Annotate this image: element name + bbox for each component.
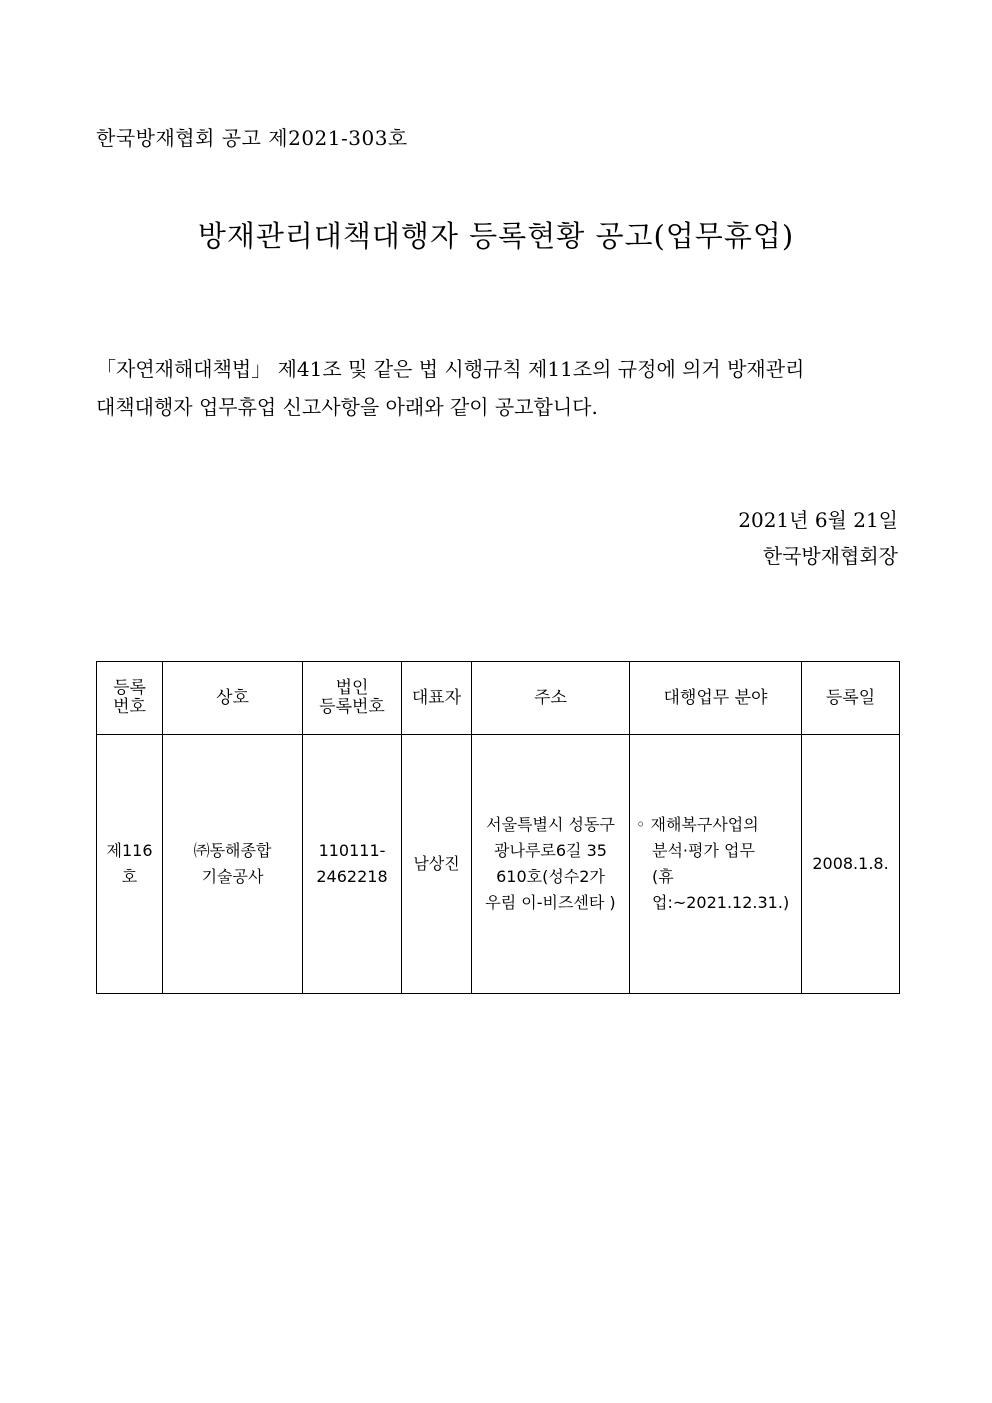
header-address: 주소 — [472, 662, 630, 735]
cell-representative: 남상진 — [402, 735, 472, 994]
body-line-2: 대책대행자 업무휴업 신고사항을 아래와 같이 공고합니다. — [96, 395, 598, 419]
cell-address: 서울특별시 성동구 광나루로6길 35 610호(성수2가 우림 이-비즈센타 ) — [472, 735, 630, 994]
header-reg-date: 등록일 — [802, 662, 900, 735]
document-title: 방재관리대책대행자 등록현황 공고(업무휴업) — [197, 219, 795, 253]
body-paragraph — [96, 350, 898, 426]
body-line-1: 「자연재해대책법」 제41조 및 같은 법 시행규칙 제11조의 규정에 의거 방재관리 — [96, 357, 805, 381]
notice-number: 한국방재협회 공고 제2021-303호 — [96, 126, 408, 150]
header-corp-no: 법인 등록번호 — [303, 662, 402, 735]
header-representative: 대표자 — [402, 662, 472, 735]
table-header-row — [97, 662, 900, 735]
issuer-name: 한국방재협회장 — [762, 544, 898, 568]
cell-reg-no: 제116호 — [97, 735, 163, 994]
cell-corp-no: 110111- 2462218 — [303, 735, 402, 994]
table-row — [97, 735, 900, 994]
header-company: 상호 — [163, 662, 303, 735]
registration-table — [96, 661, 900, 994]
header-business: 대행업무 분야 — [630, 662, 802, 735]
cell-reg-date: 2008.1.8. — [802, 735, 900, 994]
notice-date: 2021년 6월 21일 — [738, 508, 898, 532]
cell-company: ㈜동해종합 기술공사 — [163, 735, 303, 994]
header-reg-no: 등록 번호 — [97, 662, 163, 735]
cell-business: ◦ 재해복구사업의 분석·평가 업무 (휴업:~2021.12.31.) — [630, 735, 802, 994]
